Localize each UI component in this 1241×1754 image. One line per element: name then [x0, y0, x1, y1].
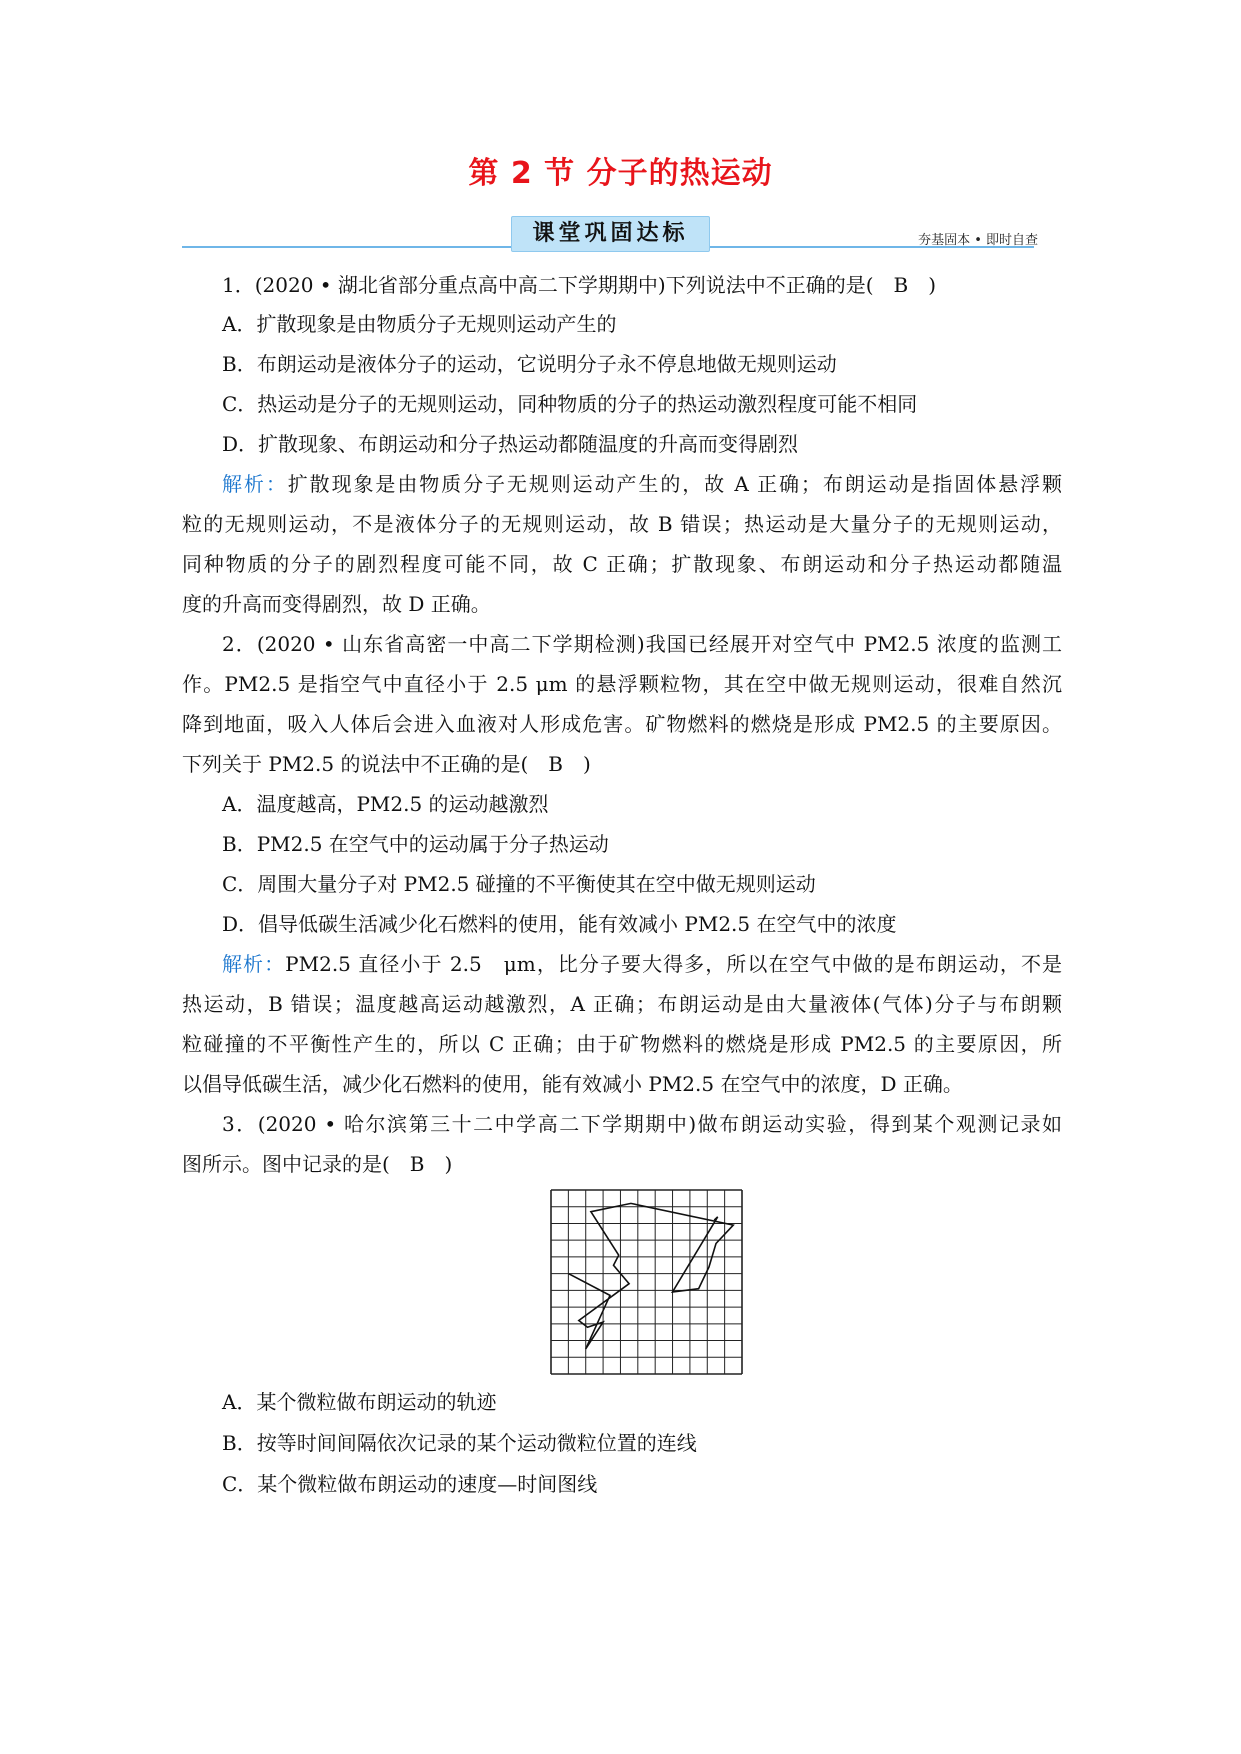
q2-stem-line: 作。PM2.5 是指空气中直径小于 2.5 μm 的悬浮颗粒物，其在空中做无规则运动，很难自然沉	[182, 672, 1062, 696]
q3-stem-line: 3．(2020 • 哈尔滨第三十二中学高二下学期期中)做布朗运动实验，得到某个观测记录如	[222, 1112, 1062, 1136]
q1-analysis-line: 同种物质的分子的剧烈程度可能不同，故 C 正确；扩散现象、布朗运动和分子热运动都随温	[182, 552, 1062, 576]
section-badge: 课堂巩固达标	[511, 216, 710, 252]
q2-option-b: B．PM2.5 在空气中的运动属于分子热运动	[222, 832, 609, 856]
particle-position-path	[568, 1203, 733, 1349]
analysis-label: 解析：	[222, 472, 288, 496]
q1-stem: 1．(2020 • 湖北省部分重点高中高二下学期期中)下列说法中不正确的是( B )	[222, 273, 937, 297]
q1-option-a: A．扩散现象是由物质分子无规则运动产生的	[222, 312, 617, 336]
q1-analysis-line: 度的升高而变得剧烈，故 D 正确。	[182, 592, 491, 616]
brownian-motion-figure	[550, 1189, 743, 1375]
section-note: 夯基固本 • 即时自查	[918, 233, 1038, 248]
q2-analysis-line: 粒碰撞的不平衡性产生的，所以 C 正确；由于矿物燃料的燃烧是形成 PM2.5 的主要原因，所	[182, 1032, 1062, 1056]
q1-option-d: D．扩散现象、布朗运动和分子热运动都随温度的升高而变得剧烈	[222, 432, 799, 456]
q2-stem-line: 下列关于 PM2.5 的说法中不正确的是( B )	[182, 752, 591, 776]
q3-option-c: C．某个微粒做布朗运动的速度—时间图线	[222, 1472, 598, 1496]
q3-option-a: A．某个微粒做布朗运动的轨迹	[222, 1390, 497, 1414]
analysis-label: 解析：	[222, 952, 286, 976]
q2-analysis-line: 以倡导低碳生活，减少化石燃料的使用，能有效减小 PM2.5 在空气中的浓度，D 正确。	[182, 1072, 963, 1096]
q3-option-b: B．按等时间间隔依次记录的某个运动微粒位置的连线	[222, 1431, 697, 1455]
q2-analysis-line: 解析：PM2.5 直径小于 2.5 μm，比分子要大得多，所以在空气中做的是布朗运动，不是	[222, 952, 1063, 976]
q3-stem-line: 图所示。图中记录的是( B )	[182, 1152, 453, 1176]
q1-option-b: B．布朗运动是液体分子的运动，它说明分子永不停息地做无规则运动	[222, 352, 837, 376]
q2-stem-line: 2．(2020 • 山东省高密一中高二下学期检测)我国已经展开对空气中 PM2.5 浓度的监测工	[222, 632, 1062, 656]
q2-stem-line: 降到地面，吸入人体后会进入血液对人形成危害。矿物燃料的燃烧是形成 PM2.5 的主要原因。	[182, 712, 1062, 736]
page-title: 第 2 节 分子的热运动	[468, 156, 773, 191]
q2-option-c: C．周围大量分子对 PM2.5 碰撞的不平衡使其在空中做无规则运动	[222, 872, 816, 896]
q2-option-a: A．温度越高，PM2.5 的运动越激烈	[222, 792, 549, 816]
q2-analysis-line: 热运动，B 错误；温度越高运动越激烈，A 正确；布朗运动是由大量液体(气体)分子与布朗颗	[182, 992, 1062, 1016]
q1-analysis-line: 粒的无规则运动，不是液体分子的无规则运动，故 B 错误；热运动是大量分子的无规则运动，	[182, 512, 1062, 536]
q2-option-d: D．倡导低碳生活减少化石燃料的使用，能有效减小 PM2.5 在空气中的浓度	[222, 912, 897, 936]
q1-analysis-line: 解析：扩散现象是由物质分子无规则运动产生的，故 A 正确；布朗运动是指固体悬浮颗	[222, 472, 1062, 496]
q1-option-c: C．热运动是分子的无规则运动，同种物质的分子的热运动激烈程度可能不相同	[222, 392, 918, 416]
